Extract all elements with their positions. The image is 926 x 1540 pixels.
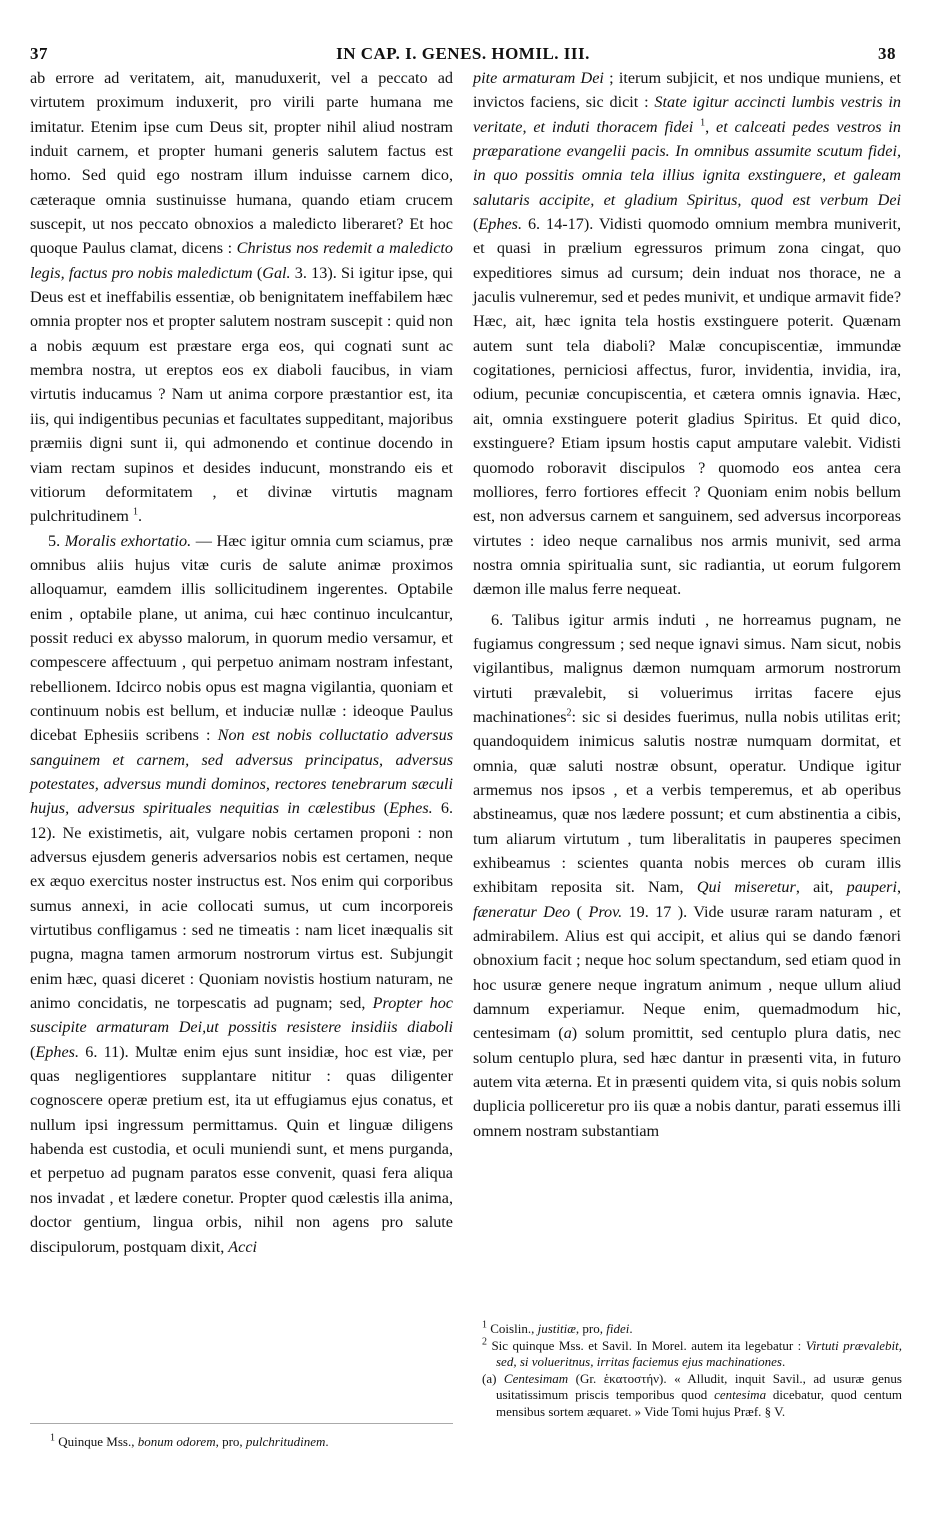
text-run: , pro, [575,1321,607,1336]
running-title: IN CAP. I. GENES. HOMIL. III. [336,44,590,63]
footnote [482,1321,902,1338]
text-run: : sic si desides fuerimus, nulla nobis utilitas erit; quandoquidem inimicus salutis nostræ numquam dormitat, et omnia, quæ saluti nostræ obsunt, operatur. Undique igitur armemus nos ipsos , et a verbis temperemus, et ab operibus abstineamus, quæ nos lædere possunt; et cum abstinentia a cibis, tum aliarum virtutum , tum liberalitatis in pauperes specimen exhibeamus : scientes quanta nobis merces ob curam illis exhibitam reposita sit. Nam, [473,707,901,897]
scripture-quote: et calceati pedes vestros in præparatione evangelii pacis. In omnibus assumite scutum fidei, in quo possitis omnia tela illius ignita exstinguere, et galeam salutaris accipite, et gladium Spiritus, quod est verbum Dei [473,117,902,209]
page-number-left: 37 [30,44,48,63]
text-run: 6. 12). Ne existimetis, ait, vulgare nobis certamen proponi : non adversus ejusdem generis adversarios nobis est certamen, neque ex æquo exercitus noster instructus est. Nos enim qui corporibus sumus annexi, in acie collocati sumus, ut cum incorporeis virtutibus confligamus : sed ne timeatis : nam licet inæqualis sit pugna, magna tamen armorum nostrorum virtus est. Subjungit enim hæc, quasi diceret : Quoniam novistis hostium naturam, ne animo concidatis, ne torpescatis ad pugnam; sed, [30,799,454,1013]
text-run: . [325,1434,329,1449]
left-column [30,66,453,1259]
text-run: ; iterum subjicit, et nos undique muniens, et invictos faciens, sic dicit : [473,69,902,112]
variant-reading: Centesimam [503,1370,569,1386]
text-run: dicebatur, quod centum mensibus sortem æquaret. » Vide Tomi hujus Præf. § V. [496,1387,902,1419]
footnote-number: 1 [50,1432,55,1444]
text-run: 6. 11). Multæ enim ejus sunt insidiæ, hoc est viæ, per quas negligentiores supplantare nititur : quas diligenter cognoscere operæ pretium est, ita ut effugiamus ejus conatus, et nullum ipsi ingressum permittamus. Quin et linguæ diligens habenda est custodia, et oculi muniendi sunt, et mens purganda, et perpetuo ad pugnam paratos esse convenit, quasi fera aliqua nos invadat , et lædere conetur. Propter quod cælestis illa anima, doctor gentium, lingua orbis, nihil non agens pro salute discipulorum, postquam dixit, [30,1042,453,1256]
scripture-reference: Ephes. [35,1042,79,1061]
variant-reading: Virtuti prævalebit, sed, si volueritnus, irritas faciemus ejus machinationes [496,1337,903,1369]
variant-reading: centesima [714,1387,767,1402]
footnotes-right [482,1321,902,1420]
footnote-divider [30,1423,453,1424]
text-run: . [629,1321,633,1336]
scripture-reference: Prov. [588,902,623,921]
scripture-quote: fæneratur Deo [473,902,571,921]
footnote-ref: 1 [700,117,706,129]
scripture-quote: Qui miseretur [696,878,796,897]
note-marker: a [563,1024,572,1043]
footnote-left [50,1433,450,1450]
scripture-quote: pite armaturam Dei [473,69,604,87]
scripture-quote: Non est nobis colluctatio adversus sanguinem et carnem, sed adversus principatus, adversus potestates, adversus mundi dominos, rectores tenebrarum sæculi hujus, adversus spirituales nequitias in cælestibus [30,726,453,818]
text-run: ( [252,263,263,282]
page-number-right: 38 [878,44,896,63]
text-run: ab errore ad veritatem, ait, manuduxerit, vel a peccato ad virtutem proximum induxerit, pro virili parte humana me imitatur. Etenim ipse cum Deus sit, propter nihil aliud nostram induit carnem, et propter humani generis salutem factus est homo. Sed quid ego nostram illum induisse carnem dico, cæteraque omnia sustinuisse humana, quando etiam crucem suscepit, ut nos peccato obnoxios a maledicto liberaret? Et hoc quoque Paulus clamat, dicens : [30,69,453,258]
text-run: ( [30,1042,36,1061]
text-run: , ait, [795,878,847,897]
text-run: ( [375,799,390,818]
text-run: (a) [482,1370,504,1386]
footnote-number: 2 [482,1336,487,1348]
text-run: , pro, [215,1434,246,1449]
text-run: ( [570,902,589,921]
text-run: . [781,1354,786,1369]
scripture-quote: Christus nos redemit a maledicto legis, factus pro nobis maledictum [30,239,453,282]
section-number: 5. [48,531,65,550]
paragraph [30,66,453,529]
text-run: 3. 13). Si igitur ipse, qui Deus est et ineffabilis essentiæ, ob benignitatem ineffabilem hæc omnia propter nos et propter salutem nostram suscepit : quid non a nobis æquum est præstare erga eos, qui cognati sunt ac membra nostra, ut ereptos eos ex diaboli faucibus, in viam virtutis inducamus ? Nam ut anima corpore præstantior est, ita iis, qui indigentibus pecunias et facultates suppeditant, majoribus præmiis digni sunt ii, qui admonendo et continue docendo in viam rectam supinos et desides inducunt, monstrando eis et vitiorum deformitatem , et divinæ virtutis magnam pulchritudinem [30,263,453,526]
text-run: . [137,507,142,526]
text-run: (Gr. ἑκατοστήν). « Alludit, inquit Savil., ad usuræ genus usitatissimum priscis temporibus quod [496,1370,902,1402]
text-run: Sic quinque Mss. et Savil. In Morel. autem ita legebatur : [487,1337,806,1353]
scripture-reference: Ephes. [478,215,522,234]
text-run: Coislin., [487,1321,538,1336]
text-run: , [705,117,717,136]
paragraph [473,608,901,1144]
text-run: 6. Talibus igitur armis induti , ne horreamus pugnam, ne fugiamus congressum ; sed neque ignavi simus. Nam sicut, nobis vigilantibus, malignus dæmon numquam armorum nostrorum virtuti prævalebit, si voluerimus irritas facere ejus machinationes [473,610,901,726]
footnote-ref: 1 [132,506,138,518]
scripture-quote: Propter hoc suscipite armaturam Dei,ut possitis resistere insidiis diaboli [30,994,453,1037]
scripture-reference: Ephes. [389,799,433,818]
text-run: , [896,878,901,897]
footnote-ref: 2 [566,707,572,719]
right-column [473,66,901,1143]
text-run: Quinque Mss., [55,1434,138,1449]
paragraph [473,66,901,602]
footnote [482,1371,902,1421]
footnote [482,1338,902,1371]
scripture-quote: pauperi [846,878,897,897]
variant-reading: pulchritudinem [245,1434,326,1449]
scripture-quote: State igitur accincti lumbis vestris in veritate, et induti thoracem fidei [473,93,901,136]
text-run: 6. 14-17). Vidisti quomodo omnium membra muniverit, et quasi in prælium egressuros primum zona cingat, quo expeditiores simus ad cursum; dein induat nos thorace, ne a jaculis vulneremur, sed et pedes munivit, et undique armavit fide? Hæc, ait, hæc ignita tela hostis exstinguere poterit. Quænam autem sunt tela diaboli? Malæ concupiscentiæ, immundæ cogitationes, perniciosi affectus, furor, invidentia, invidia, ira, odium, pecuniæ concupiscentia, et cætera omnis ignavia. Hæc, ait, omnia exstinguere poterit gladius Spiritus. Et quid dico, exstinguere? Etiam ipsum hostis caput amputare valebit. Vidisti quomodo roboravit discipulos ? quomodo eos antea cera molliores, ferro fortiores effecit ? Quoniam enim nobis bellum est, non adversus carnem et sanguinem, sed adversus incorporeas virtutes : ideo neque carnalibus nos armis munivit, sed arma nostra omnia spiritualia sunt, sic radiantia, ut eorum fulgorem dæmon ille malus ferre nequeat. [473,215,901,599]
footnote-number: 1 [482,1319,487,1331]
variant-reading: bonum odorem [137,1434,216,1449]
scripture-reference: Gal. [262,263,291,282]
text-run: ) solum promittit, sed centuplo plura datis, nec solum centuplo plura, sed hæc dantur in præsenti vita, in futuro autem vita æterna. Et in præsenti quidem vita, si quis nobis solum duplicia polliceretur pro iis quæ a nobis dantur, parati essemus illi omnem nostram substantiam [473,1024,901,1140]
text-run: ( [473,215,479,234]
variant-reading: justitiæ [537,1321,576,1336]
paragraph [30,529,453,1259]
scripture-quote: Acci [228,1237,258,1256]
text-run: — Hæc igitur omnia cum sciamus, præ omnibus aliis hujus vitæ curis de salute animæ proximos alloquamur, eamdem illis sollicitudinem ingerentes. Optabile enim , optabile plane, ut anima, cui hæc continuo inculcantur, possit reduci ex abysso malorum, in quorum medio versamur, et compescere affectuum , qui perpetuo animam nostram infestant, rebellionem. Idcirco nobis opus est magna vigilantia, quoniam et continuum nobis est bellum, et induciæ nullæ : ideoque Paulus dicebat Ephesiis scribens : [30,531,453,745]
variant-reading: fidei [606,1321,630,1336]
text-run: 19. 17 ). Vide usuræ raram naturam , et admirabilem. Alius est qui accipit, et alius qui se dando fænori obnoxium facit ; neque hoc solum spectandum, sed etiam quod in hoc usuræ genere neque ingratum animum , neque ullum aliud damnum experiamur. Neque enim, quemadmodum hic, centesimam ( [473,902,902,1043]
section-title: Moralis exhortatio. [64,531,192,550]
running-head [30,44,896,68]
